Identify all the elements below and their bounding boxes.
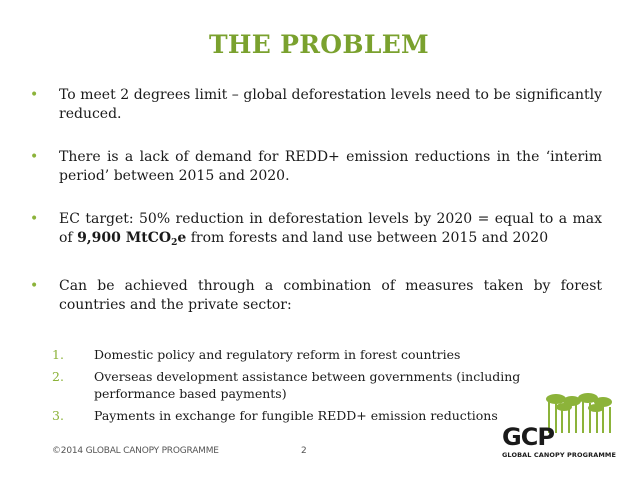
bullet-text: To meet 2 degrees limit – global deforestation levels need to be significantly reduced. bbox=[59, 87, 602, 122]
emission-figure bbox=[77, 230, 186, 246]
item-number: 3. bbox=[52, 408, 64, 423]
bullet-marker: • bbox=[30, 211, 39, 227]
item-text: Payments in exchange for fungible REDD+ emission reductions bbox=[94, 408, 498, 423]
page-number: 2 bbox=[301, 446, 307, 456]
bullet-text: Can be achieved through a combination of measures taken by forest countries and the private sector: bbox=[59, 278, 602, 313]
item-text: Domestic policy and regulatory reform in forest countries bbox=[94, 347, 461, 362]
bullet-marker: • bbox=[30, 87, 39, 103]
bullet-item bbox=[30, 148, 602, 186]
slide-title: THE PROBLEM bbox=[208, 30, 430, 59]
emission-figure-suffix: e bbox=[177, 230, 187, 246]
emission-figure-value: 9,900 MtCO bbox=[77, 230, 172, 246]
item-text: Overseas development assistance between governments (including performance based payments) bbox=[94, 369, 521, 401]
gcp-logo bbox=[498, 393, 616, 463]
item-number: 2. bbox=[52, 369, 64, 384]
bullet-item bbox=[30, 210, 602, 253]
footer-copyright: ©2014 GLOBAL CANOPY PROGRAMME bbox=[52, 446, 219, 456]
emission-figure-subscript: 2 bbox=[171, 238, 178, 248]
bullet-item bbox=[30, 86, 602, 124]
item-number: 1. bbox=[52, 347, 64, 362]
bullet-text-post: from forests and land use between 2015 and 2020 bbox=[186, 230, 549, 246]
bullet-list bbox=[30, 86, 602, 339]
numbered-item bbox=[52, 346, 602, 363]
bullet-text-pre: EC target: 50% reduction in deforestation levels by 2020 = equal to a max of bbox=[59, 211, 602, 246]
logo-subtitle: GLOBAL CANOPY PROGRAMME bbox=[502, 451, 617, 459]
bullet-marker: • bbox=[30, 278, 39, 294]
bullet-text: There is a lack of demand for REDD+ emission reductions in the ‘interim period’ between 2015 and 2020. bbox=[59, 149, 602, 184]
bullet-item bbox=[30, 277, 602, 315]
logo-wordmark: GCP bbox=[502, 423, 554, 451]
bullet-marker: • bbox=[30, 149, 39, 165]
